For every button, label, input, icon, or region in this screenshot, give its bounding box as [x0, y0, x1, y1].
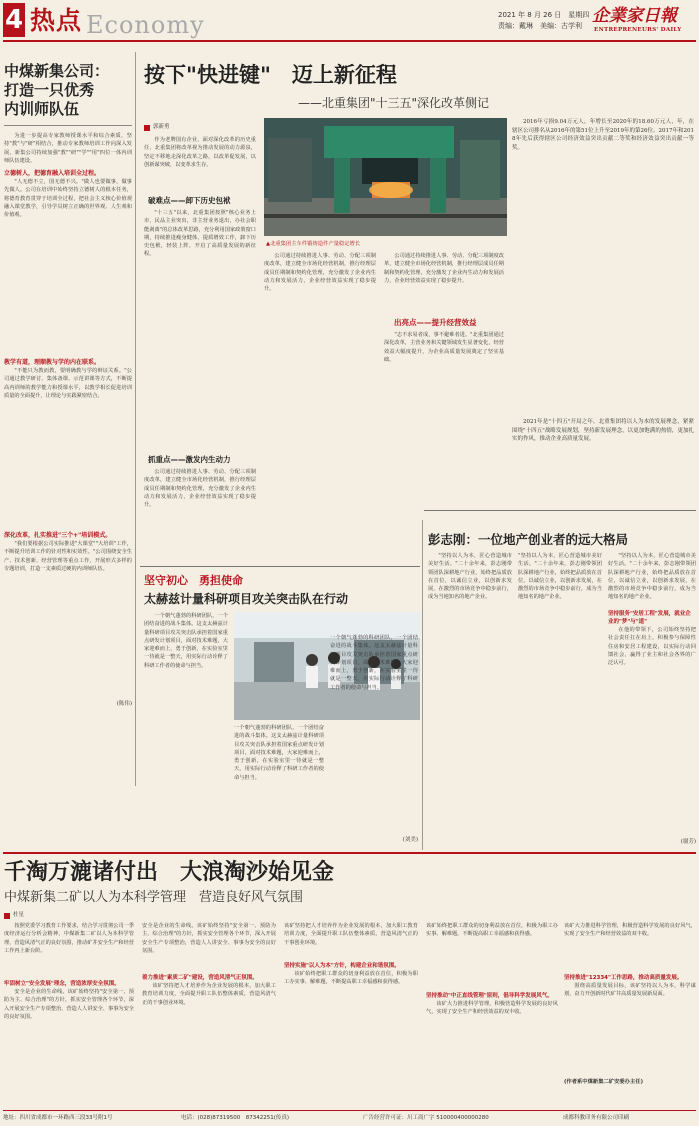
- date-line: 2021 年 8 月 26 日 星期四: [498, 11, 590, 19]
- terahertz-headline: 太赫兹计量科研项目攻关突击队在行动: [144, 592, 349, 606]
- bottom-section-body-5: 围绕高质量发展目标，该矿坚持以人为本，科学谋划，奋力开创新时代矿井高质量发展新局面。: [564, 983, 696, 998]
- main-section-title-2: 抓重点——激发内生动力: [148, 455, 231, 464]
- zhigang-author: (谢芳): [680, 839, 696, 845]
- zhigang-col-2: [518, 552, 602, 848]
- bottom-section-title-1: 牢固树立"安全发展"理念，营造浓厚安全氛围。: [4, 981, 120, 987]
- bottom-section-title-3: 坚持实施"以人为本"方针，构建企业和谐氛围。: [284, 963, 400, 969]
- main-subtitle: ——北重集团"十三五"深化改革侧记: [298, 96, 490, 110]
- main-headline: 按下"快进键" 迈上新征程: [144, 63, 397, 87]
- zhigang-col-1: [428, 552, 512, 848]
- main-author-tag: [144, 125, 150, 131]
- main-col-1: [144, 136, 256, 566]
- main-author: 郭新勇: [153, 124, 170, 130]
- zhigang-col-3: [608, 552, 696, 848]
- editors: 责编：戴琳 美编：古学利: [498, 22, 582, 30]
- main-intro: 作为老牌国有企业，面对深化改革的历史重任，北重集团将改革视为推动发展的动力源泉，坚定不移地走深化改革之路，以改革促发展，以创新谋突破，以变革求生存。: [144, 137, 256, 168]
- main-section-title-3: 出亮点——提升经营效益: [394, 318, 477, 327]
- footer-bar: [3, 1113, 696, 1123]
- bottom-col-2: [142, 922, 276, 1108]
- divider-vertical-mid: [422, 520, 423, 850]
- terahertz-body-2: 一个朝气蓬勃的科研团队，一个团结奋进的战斗集体。这支太赫兹计量科研项目攻关突击队承担着国家重点研发计划项目，面对技术难题，大家迎难而上，勇于创新，在实验室里一待就是一整天，用实际行动诠释了科研工作者的使命与担当。: [234, 725, 324, 781]
- zhigang-section-body: 在他的带领下，公司始终坚持把社会责任扛在肩上，积极参与保障性住房和安居工程建设，以实际行动回馈社会，赢得了业主和社会各界的广泛认可。: [608, 627, 696, 667]
- main-col2-body: 公司通过持续推进人事、劳动、分配三项制度改革，建立健全市场化经营机制，推行经理层成员任期制和契约化管理，充分激发了企业内生动力和发展活力，企业经营效益实现了稳步提升。: [264, 253, 376, 293]
- footer-rule: [3, 1110, 696, 1111]
- paper-name-en: ENTREPRENEURS' DAILY: [594, 27, 682, 33]
- zhigang-body-3: "坚持以人为本，匠心营造城市美好生活。"二十余年来，彭志刚带领团队深耕地产行业，始终把品质放在首位，以诚信立业，以创新求发展，在激烈的市场竞争中稳步前行，成为当地知名的地产企业。: [608, 553, 696, 601]
- left-author: (陈伟): [116, 701, 132, 708]
- bottom-section-body-4: 该矿大力推进科学管理，积极营造科学发展的良好风气，实现了安全生产和经营效益的双丰收。: [426, 1001, 558, 1016]
- main-col-3: [384, 252, 504, 562]
- photo-caption: ▲北重集团主车件锻铸造件产量稳定增长: [266, 241, 361, 247]
- bottom-section-title-2: 着力推进"素质二矿"建设，营造风清气正氛围。: [142, 975, 258, 981]
- bottom-col4-body: 该矿始终把职工群众的切身利益放在首位，积极为职工办实事、解难题，不断提高职工幸福感和获得感。: [426, 923, 558, 938]
- bottom-col5-body: 该矿大力推进科学管理，积极营造科学发展的良好风气，实现了安全生产和经营效益的双丰收。: [564, 923, 696, 938]
- divider-right-mid: [424, 510, 696, 511]
- section-title-en: Economy: [86, 11, 205, 39]
- zhigang-body-2: "坚持以人为本，匠心营造城市美好生活。"二十余年来，彭志刚带领团队深耕地产行业，始终把品质放在首位，以诚信立业，以创新求发展，在激烈的市场竞争中稳步前行，成为当地知名的地产企业。: [518, 553, 602, 601]
- bottom-end-note: (作者系中煤新集二矿安委办主任): [564, 1079, 643, 1085]
- masthead-rule: [3, 40, 696, 42]
- main-col-4: [512, 118, 694, 506]
- main-closing: 2021年是"十四五"开局之年。北重集团将以人为本的发展理念，紧紧围绕"十四五"战略发展规划，坚持新发展理念，以更加饱满的热情，更加扎实的作风，推动企业高质量发展。: [512, 419, 694, 443]
- left-intro: 为进一步提高专家教师授课水平和综合素质，坚持"教"与"研"相结合，推动专家教师培训工作向深入发展，新集公司持续加强"教""研""学""用"四位一体内训师队伍建设。: [4, 133, 132, 164]
- masthead: [0, 0, 699, 44]
- main-section-body-2: 公司通过持续推进人事、劳动、分配三项制度改革，建立健全市场化经营机制，推行经理层成员任期制和契约化管理，充分激发了企业内生动力和发展活力，企业经营效益实现了稳步提升。: [144, 469, 256, 509]
- main-stats: 2016年亏损9.04万元人，年增长至2020年的18.60万元人，年，在辖区公司排名从2016年的第51位上升至2019年的第26位。2017年和2018年先后获得辖区公司经济效益突出贡献二等奖和经济效益突出贡献一等奖。: [512, 119, 694, 152]
- left-headline-line-1: 中煤新集公司：: [4, 62, 110, 80]
- footer-address: 地址：四川省成都市一环路西三段33号附1号: [3, 1115, 113, 1121]
- bottom-col-4: [426, 922, 558, 1108]
- left-headline-line-2: 打造一只优秀: [4, 81, 95, 99]
- bottom-section-title-4: 坚持推动"中正直线管理"原则，倡导科学发展风气。: [426, 993, 553, 999]
- zhigang-headline: 彭志刚：一位地产创业者的远大格局: [428, 532, 629, 547]
- page-number: 4: [4, 5, 24, 35]
- footer-ad-license: 广告经营许可证：川工商广字 510000400000280: [363, 1115, 489, 1121]
- main-section-title-1: 破难点——卸下历史包袱: [148, 196, 231, 205]
- paper-name: 企業家日報: [592, 6, 677, 26]
- left-headline-line-3: 内训师队伍: [4, 100, 80, 118]
- bottom-col2-body: 安全是企业的生命线。该矿始终坚持"安全第一、预防为主、综合治理"的方针，抓实安全管理各个环节，深入开展安全生产专项整治，营造人人讲安全、事事为安全的良好氛围。: [142, 923, 276, 954]
- terahertz-body-1: 一个朝气蓬勃的科研团队，一个团结奋进的战斗集体。这支太赫兹计量科研项目攻关突击队承担着国家重点研发计划项目，面对技术难题，大家迎难而上，勇于创新，在实验室里一待就是一整天，用实际行动诠释了科研工作者的使命与担当。: [144, 613, 228, 669]
- main-col-2: [264, 252, 376, 562]
- left-column-divider: [135, 52, 136, 786]
- terahertz-col-1: [144, 612, 228, 848]
- left-headline: [4, 62, 132, 119]
- main-section-body-1: "十三五"以来，北重集团按照"核心业务上市，民品主业突出，非主营业务退出，办社会职能剥离"的总体改革思路，充分利用国家政策窗口期，持续推进瘦身健体，提质增效工作，卸下历史包袱，轻装上阵，开启了高质量发展的新征程。: [144, 210, 256, 258]
- left-article: [4, 62, 132, 788]
- main-section-body-3: "志不求易者成，事不避难者进。"北重集团通过深化改革，主营业务和关键领域发生显著变化，经营效益大幅度提升，为企业高质量发展奠定了坚实基础。: [384, 332, 504, 363]
- terahertz-col-2: [234, 724, 324, 848]
- section-title: 热点: [30, 6, 83, 35]
- bottom-headline: 千淘万漉诸付出 大浪淘沙始见金: [4, 860, 335, 885]
- terahertz-col-3: [330, 634, 418, 850]
- divider-main-bottom: [140, 566, 420, 567]
- terahertz-body-3: 一个朝气蓬勃的科研团队，一个团结奋进的战斗集体。这支太赫兹计量科研项目攻关突击队承担着国家重点研发计划项目，面对技术难题，大家迎难而上，勇于创新，在实验室里一待就是一整天，用实际行动诠释了科研工作者的使命与担当。: [330, 635, 418, 691]
- main-photo: [264, 118, 507, 236]
- left-section-body-1: "人无德不立，国无德不兴。"做人也要做事，做事先做人。公司在培训中始终坚持立德树人的根本任务，将德育教育贯穿于培训全过程，把社会主义核心价值观融入课堂教学，引导学员树立正确的世界观、人生观和价值观。: [4, 179, 132, 219]
- bottom-section-body-3: 该矿始终把职工群众的切身利益放在首位，积极为职工办实事、解难题，不断提高职工幸福感和获得感。: [284, 971, 418, 986]
- bottom-intro: 按照党委学习教育工作要求，结合学习贯彻公司一季度经济运行分析会精神，中煤新集二矿以人为本科学管理，营造风清气正的良好氛围，推动矿井安全生产和经营工作再上新台阶。: [4, 923, 134, 954]
- left-section-title-1: 立德树人，把德育融入培训全过程。: [4, 170, 101, 178]
- left-section-title-3: 深化改革，扎实推进"三个+"培训模式。: [4, 532, 112, 540]
- terahertz-kicker: 坚守初心 勇担使命: [144, 574, 243, 587]
- bottom-subtitle: 中煤新集二矿以人为本科学管理 营造良好风气氛围: [4, 890, 304, 905]
- bottom-col-1: [4, 922, 134, 1108]
- bottom-section-body-1: 安全是企业的生命线。该矿始终坚持"安全第一、预防为主、综合治理"的方针，抓实安全管理各个环节，深入开展安全生产专项整治，营造人人讲安全、事事为安全的良好氛围。: [4, 989, 134, 1020]
- main-col3-body: 公司通过持续推进人事、劳动、分配三项制度改革，建立健全市场化经营机制，推行经理层成员任期制和契约化管理，充分激发了企业内生动力和发展活力，企业经营效益实现了稳步提升。: [384, 253, 504, 284]
- zhigang-section-title: 坚持服务"安居工程"发展，就业企业的"梦"与"道": [608, 611, 691, 625]
- terahertz-author: (刘美): [402, 837, 418, 843]
- forging-press-illustration: [264, 118, 507, 236]
- bottom-feature-rule: [3, 852, 696, 854]
- zhigang-body-1: "坚持以人为本，匠心营造城市美好生活。"二十余年来，彭志刚带领团队深耕地产行业，始终把品质放在首位，以诚信立业，以创新求发展，在激烈的市场竞争中稳步前行，成为当地知名的地产企业。: [428, 553, 512, 601]
- bottom-col3-body: 该矿坚持把人才培养作为企业发展的根本，加大职工教育培训力度，全面提升职工队伍整体素质，营造风清气正的干事创业环境。: [284, 923, 418, 946]
- bottom-author-tag: [4, 913, 10, 919]
- footer-printer: 成都科教印务有限公司印刷: [563, 1115, 630, 1121]
- bottom-section-body-2: 该矿坚持把人才培养作为企业发展的根本，加大职工教育培训力度，全面提升职工队伍整体素质，营造风清气正的干事创业环境。: [142, 983, 276, 1006]
- left-section-body-3: "我们要根据公司实际推进"大课堂""大培训"工作，不断提升培训工作的针对性和实效性。"公司围绕安全生产、技术创新、经营管理等重点工作，开展形式多样的专题培训，打造一支素质过硬的内训师队伍。: [4, 541, 132, 573]
- bottom-author: 杜星: [13, 912, 25, 918]
- bottom-col-3: [284, 922, 418, 1108]
- footer-phone: 电话：(028)87319500 87342251(传真): [181, 1115, 290, 1121]
- left-section-body-2: "不能只为教而教，要明确教与学的辩证关系。"公司通过教学研讨、集体备课、示范讲课等方式，不断提高内训师的教学能力和授课水平，以教学相长促进培训质量的全面提升，让理论与实践紧密结合。: [4, 368, 132, 400]
- left-section-title-2: 教学有道，理顺教与学的内在联系。: [4, 359, 101, 367]
- bottom-col-5: [564, 922, 696, 1108]
- bottom-section-title-5: 坚持推进"12334"工作思路，推动高质量发展。: [564, 975, 683, 981]
